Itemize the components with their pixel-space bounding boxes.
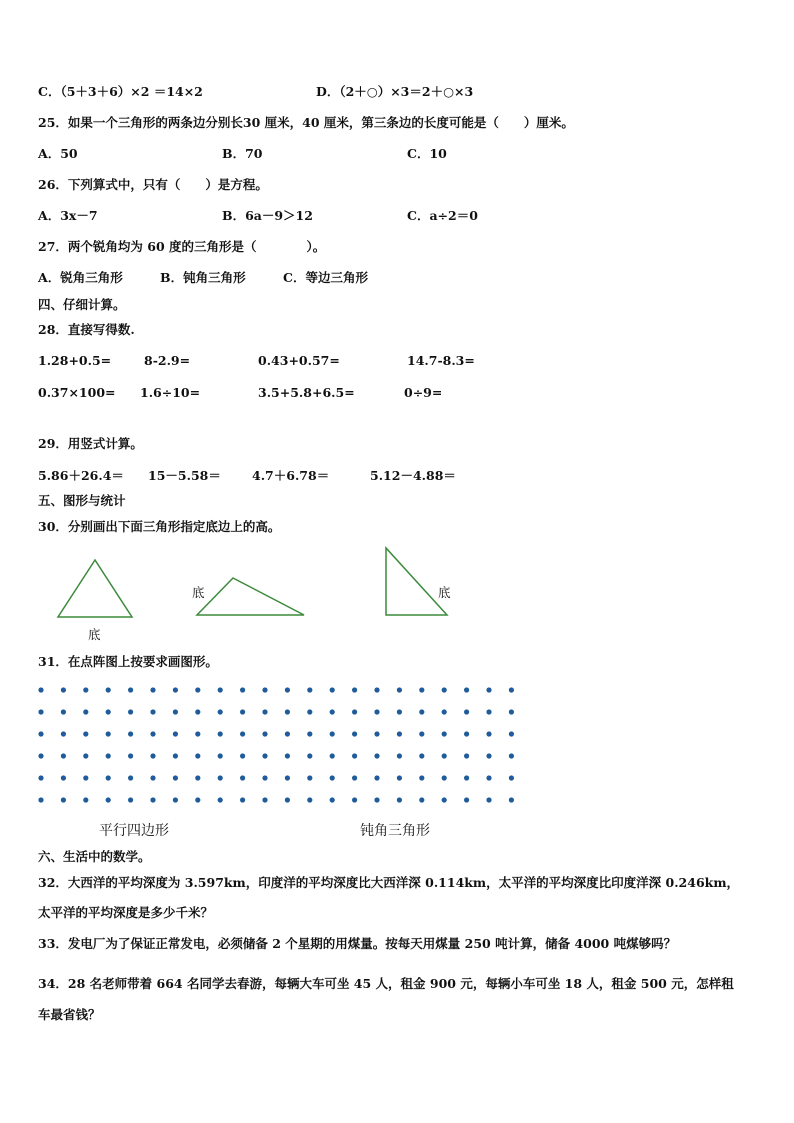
grid-dot[interactable] [240, 753, 245, 758]
q25-option-c: C．10 [407, 146, 447, 161]
grid-dot[interactable] [128, 753, 133, 758]
caption-parallelogram: 平行四边形 [99, 823, 169, 839]
grid-dot[interactable] [397, 775, 402, 780]
grid-dot[interactable] [330, 709, 335, 714]
q25-option-a: A．50 [38, 146, 78, 161]
grid-dot[interactable] [240, 797, 245, 802]
grid-dot[interactable] [61, 753, 66, 758]
caption-obtuse-triangle: 钝角三角形 [360, 823, 430, 839]
q27-option-c: C．等边三角形 [283, 270, 368, 285]
grid-dot[interactable] [307, 709, 312, 714]
grid-dot[interactable] [150, 709, 155, 714]
grid-dot[interactable] [419, 709, 424, 714]
grid-dot[interactable] [106, 731, 111, 736]
grid-dot[interactable] [195, 797, 200, 802]
grid-dot[interactable] [83, 775, 88, 780]
grid-dot[interactable] [374, 775, 379, 780]
grid-dot[interactable] [486, 687, 491, 692]
grid-dot[interactable] [83, 709, 88, 714]
grid-dot[interactable] [285, 709, 290, 714]
q26-option-c: C．a÷2＝0 [407, 208, 478, 223]
q31-stem: 31．在点阵图上按要求画图形。 [38, 654, 218, 669]
grid-dot[interactable] [262, 797, 267, 802]
q30-stem: 30．分别画出下面三角形指定底边上的高。 [38, 519, 281, 534]
grid-dot[interactable] [442, 753, 447, 758]
q24-option-c: C．（5＋3＋6）×2 ＝14×2 [38, 84, 203, 99]
grid-dot[interactable] [240, 709, 245, 714]
grid-dot[interactable] [38, 731, 43, 736]
grid-dot[interactable] [150, 731, 155, 736]
grid-dot[interactable] [38, 753, 43, 758]
grid-dot[interactable] [486, 731, 491, 736]
grid-dot[interactable] [486, 709, 491, 714]
grid-dot[interactable] [330, 687, 335, 692]
grid-dot[interactable] [509, 797, 514, 802]
grid-dot[interactable] [464, 709, 469, 714]
grid-dot[interactable] [173, 709, 178, 714]
grid-dot[interactable] [509, 775, 514, 780]
q29-item: 4.7＋6.78＝ [252, 468, 330, 483]
q28-item: 1.6÷10= [140, 385, 201, 400]
q29-item: 15－5.58＝ [148, 468, 221, 483]
grid-dot[interactable] [218, 775, 223, 780]
grid-dot[interactable] [83, 753, 88, 758]
triangle-3-base-label: 底 [438, 585, 451, 600]
grid-dot[interactable] [442, 797, 447, 802]
grid-dot[interactable] [128, 797, 133, 802]
grid-dot[interactable] [509, 709, 514, 714]
grid-dot[interactable] [464, 775, 469, 780]
grid-dot[interactable] [218, 687, 223, 692]
grid-dot[interactable] [419, 797, 424, 802]
grid-dot[interactable] [106, 753, 111, 758]
grid-dot[interactable] [128, 709, 133, 714]
grid-dot[interactable] [285, 775, 290, 780]
grid-dot[interactable] [509, 731, 514, 736]
grid-dot[interactable] [61, 797, 66, 802]
q28-item: 8-2.9= [144, 353, 191, 368]
grid-dot[interactable] [128, 775, 133, 780]
grid-dot[interactable] [262, 687, 267, 692]
grid-dot[interactable] [285, 753, 290, 758]
q32-line2: 太平洋的平均深度是多少千米？ [38, 905, 214, 920]
grid-dot[interactable] [509, 687, 514, 692]
grid-dot[interactable] [83, 797, 88, 802]
q28-item: 3.5+5.8+6.5= [258, 385, 355, 400]
grid-dot[interactable] [374, 731, 379, 736]
q33-text: 33．发电厂为了保证正常发电，必须储备 2 个星期的用煤量。按每天用煤量 250 吨计算，储备 4000 吨煤够吗？ [38, 936, 677, 951]
grid-dot[interactable] [307, 797, 312, 802]
grid-dot[interactable] [307, 687, 312, 692]
grid-dot[interactable] [374, 687, 379, 692]
grid-dot[interactable] [106, 797, 111, 802]
grid-dot[interactable] [352, 775, 357, 780]
grid-dot[interactable] [262, 775, 267, 780]
grid-dot[interactable] [374, 753, 379, 758]
grid-dot[interactable] [195, 709, 200, 714]
grid-dot[interactable] [106, 709, 111, 714]
q25-option-b: B．70 [222, 146, 263, 161]
grid-dot[interactable] [352, 753, 357, 758]
grid-dot[interactable] [374, 709, 379, 714]
section-4-title: 四、仔细计算。 [38, 297, 126, 312]
grid-dot[interactable] [240, 775, 245, 780]
q27-option-a: A．锐角三角形 [38, 270, 123, 285]
grid-dot[interactable] [464, 731, 469, 736]
q29-stem: 29．用竖式计算。 [38, 436, 143, 451]
grid-dot[interactable] [464, 687, 469, 692]
grid-dot[interactable] [330, 775, 335, 780]
q28-item: 0.43+0.57= [258, 353, 340, 368]
section-6-title: 六、生活中的数学。 [38, 849, 151, 864]
grid-dot[interactable] [128, 731, 133, 736]
q25-stem: 25．如果一个三角形的两条边分别长30 厘米，40 厘米，第三条边的长度可能是（ ）厘米。 [38, 115, 574, 130]
grid-dot[interactable] [397, 709, 402, 714]
grid-dot[interactable] [486, 797, 491, 802]
q26-stem: 26．下列算式中，只有（ ）是方程。 [38, 177, 268, 192]
grid-dot[interactable] [195, 775, 200, 780]
grid-dot[interactable] [150, 687, 155, 692]
grid-dot[interactable] [374, 797, 379, 802]
grid-dot[interactable] [464, 753, 469, 758]
grid-dot[interactable] [285, 731, 290, 736]
grid-dot[interactable] [419, 731, 424, 736]
grid-dot[interactable] [397, 731, 402, 736]
grid-dot[interactable] [419, 687, 424, 692]
q28-item: 0÷9= [404, 385, 443, 400]
grid-dot[interactable] [262, 731, 267, 736]
grid-dot[interactable] [218, 709, 223, 714]
grid-dot[interactable] [150, 797, 155, 802]
grid-dot[interactable] [61, 709, 66, 714]
q26-option-a: A．3x－7 [38, 208, 98, 223]
triangle-2-base-label: 底 [192, 585, 205, 600]
grid-dot[interactable] [442, 687, 447, 692]
grid-dot[interactable] [419, 775, 424, 780]
grid-dot[interactable] [173, 731, 178, 736]
grid-dot[interactable] [307, 753, 312, 758]
grid-dot[interactable] [352, 731, 357, 736]
grid-dot[interactable] [195, 753, 200, 758]
grid-dot[interactable] [218, 753, 223, 758]
grid-dot[interactable] [486, 775, 491, 780]
grid-dot[interactable] [397, 797, 402, 802]
grid-dot[interactable] [38, 687, 43, 692]
grid-dot[interactable] [330, 797, 335, 802]
q29-item: 5.86＋26.4＝ [38, 468, 124, 483]
grid-dot[interactable] [352, 687, 357, 692]
grid-dot[interactable] [38, 775, 43, 780]
grid-dot[interactable] [330, 753, 335, 758]
grid-dot[interactable] [61, 687, 66, 692]
grid-dot[interactable] [173, 687, 178, 692]
grid-dot[interactable] [419, 753, 424, 758]
grid-dot[interactable] [352, 797, 357, 802]
grid-dot[interactable] [330, 731, 335, 736]
grid-dot[interactable] [128, 687, 133, 692]
q34-line1: 34．28 名老师带着 664 名同学去春游，每辆大车可坐 45 人，租金 900 元，每辆小车可坐 18 人，租金 500 元，怎样租 [38, 976, 734, 991]
grid-dot[interactable] [285, 797, 290, 802]
section-5-title: 五、图形与统计 [38, 493, 126, 508]
triangle-1-base-label: 底 [88, 627, 101, 642]
grid-dot[interactable] [61, 731, 66, 736]
q28-item: 0.37×100= [38, 385, 116, 400]
grid-dot[interactable] [307, 731, 312, 736]
grid-dot[interactable] [397, 753, 402, 758]
grid-dot[interactable] [509, 753, 514, 758]
q24-option-d: D．（2＋○）×3＝2＋○×3 [316, 84, 474, 99]
grid-dot[interactable] [397, 687, 402, 692]
grid-dot[interactable] [442, 731, 447, 736]
grid-dot[interactable] [262, 709, 267, 714]
grid-dot[interactable] [442, 775, 447, 780]
grid-dot[interactable] [195, 687, 200, 692]
q32-line1: 32．大西洋的平均深度为 3.597km，印度洋的平均深度比大西洋深 0.114km，太平洋的平均深度比印度洋深 0.246km， [38, 875, 740, 890]
grid-dot[interactable] [83, 687, 88, 692]
grid-dot[interactable] [38, 797, 43, 802]
grid-dot[interactable] [38, 709, 43, 714]
grid-dot[interactable] [352, 709, 357, 714]
grid-dot[interactable] [218, 797, 223, 802]
grid-dot[interactable] [240, 731, 245, 736]
grid-dot[interactable] [61, 775, 66, 780]
grid-dot[interactable] [83, 731, 88, 736]
q28-item: 1.28+0.5= [38, 353, 112, 368]
q28-stem: 28．直接写得数. [38, 322, 135, 337]
grid-dot[interactable] [173, 797, 178, 802]
q29-item: 5.12－4.88＝ [370, 468, 456, 483]
grid-dot[interactable] [240, 687, 245, 692]
q28-item: 14.7-8.3= [407, 353, 475, 368]
grid-dot[interactable] [195, 731, 200, 736]
grid-dot[interactable] [173, 753, 178, 758]
grid-dot[interactable] [486, 753, 491, 758]
q27-stem: 27．两个锐角均为 60 度的三角形是（ ）。 [38, 239, 326, 254]
grid-dot[interactable] [307, 775, 312, 780]
q26-option-b: B．6a－9＞12 [222, 208, 313, 223]
grid-dot[interactable] [173, 775, 178, 780]
grid-dot[interactable] [285, 687, 290, 692]
grid-dot[interactable] [464, 797, 469, 802]
grid-dot[interactable] [442, 709, 447, 714]
grid-dot[interactable] [262, 753, 267, 758]
q27-option-b: B．钝角三角形 [160, 270, 246, 285]
grid-dot[interactable] [218, 731, 223, 736]
grid-dot[interactable] [106, 775, 111, 780]
grid-dot[interactable] [106, 687, 111, 692]
grid-dot[interactable] [150, 775, 155, 780]
grid-dot[interactable] [150, 753, 155, 758]
q34-line2: 车最省钱？ [38, 1007, 101, 1022]
